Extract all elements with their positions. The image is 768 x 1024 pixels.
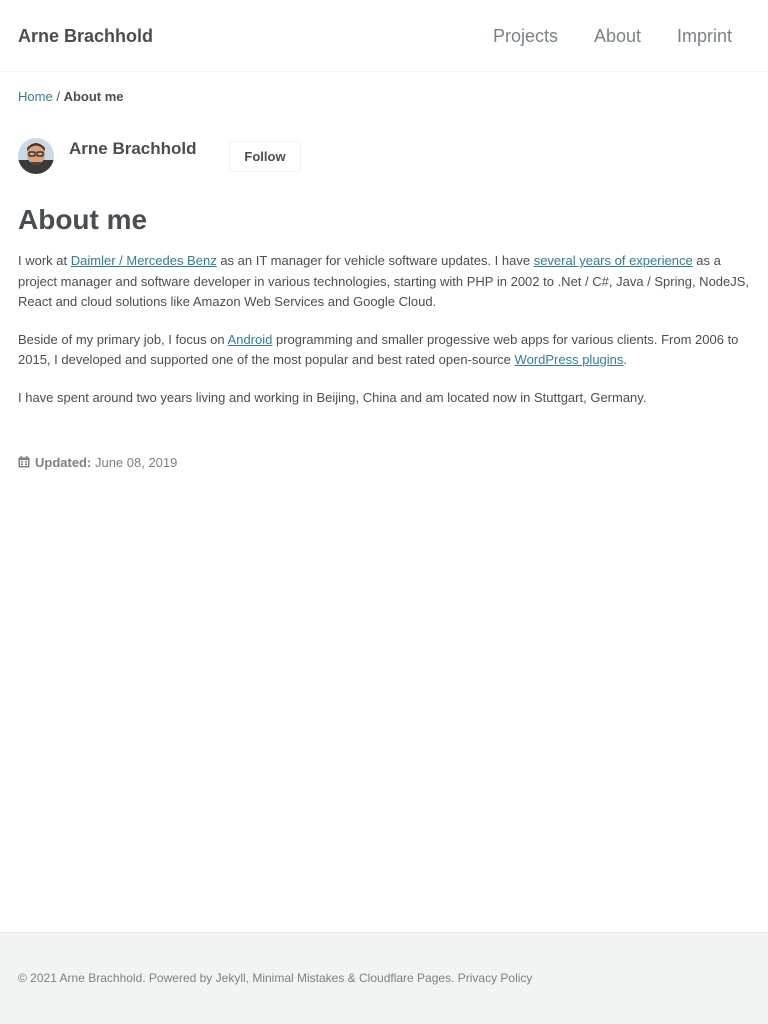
cloudflare-link[interactable]: Cloudflare Pages: [359, 971, 452, 985]
copyright-text: © 2021 Arne Brachhold. Powered by: [18, 971, 216, 985]
daimler-link[interactable]: Daimler / Mercedes Benz: [70, 253, 217, 268]
page-title: About me: [18, 204, 148, 235]
privacy-policy-link[interactable]: Privacy Policy: [457, 971, 533, 985]
separator: ,: [245, 971, 253, 985]
breadcrumb: [18, 89, 124, 104]
paragraph-location: I have spent around two years living and working in Beijing, China and am located now in Stuttgart, Germany.: [18, 389, 647, 405]
separator: &: [344, 971, 360, 985]
updated-date: June 08, 2019: [94, 455, 178, 470]
footer-copyright: [18, 971, 532, 985]
updated-label: Updated:: [35, 455, 92, 470]
breadcrumb-home-link[interactable]: Home: [18, 89, 53, 104]
paragraph-intro: [18, 251, 753, 313]
text-span: programming and smaller progessive web apps for various clients. From 2006 to 2015, I developed and supported one of the most popular and best rated open-source: [18, 331, 739, 367]
follow-button[interactable]: Follow: [229, 141, 301, 172]
nav-projects[interactable]: Projects: [493, 26, 559, 46]
wordpress-plugins-link[interactable]: WordPress plugins: [514, 352, 624, 367]
text-span: Beside of my primary job, I focus on: [18, 331, 228, 347]
author-name: Arne Brachhold: [69, 139, 197, 158]
updated-info: [18, 455, 177, 471]
breadcrumb-separator: /: [56, 89, 60, 104]
text-span: as a project manager and software developer in various technologies, starting with PHP in 2002 to .Net / C#, Java / Spring, NodeJS, React and cloud solutions like Amazon Web Services and Google Cloud.: [18, 253, 750, 309]
nav-imprint[interactable]: Imprint: [677, 26, 733, 46]
page-content: [18, 251, 753, 425]
paragraph-projects: [18, 330, 753, 371]
site-title-link[interactable]: Arne Brachhold: [18, 26, 154, 46]
text-span: I work at: [18, 253, 71, 268]
avatar: [18, 138, 54, 174]
experience-link[interactable]: several years of experience: [533, 253, 693, 268]
jekyll-link[interactable]: Jekyll: [215, 971, 246, 985]
calendar-icon: [18, 456, 30, 471]
text-span: .: [623, 352, 628, 367]
breadcrumb-current: About me: [63, 89, 124, 104]
android-link[interactable]: Android: [227, 331, 273, 347]
text-span: as an IT manager for vehicle software updates. I have: [216, 253, 534, 268]
page-footer: [0, 932, 768, 1024]
masthead: [0, 0, 768, 72]
separator: .: [451, 971, 458, 985]
minimal-mistakes-link[interactable]: Minimal Mistakes: [252, 971, 345, 985]
nav-about[interactable]: About: [594, 26, 642, 46]
